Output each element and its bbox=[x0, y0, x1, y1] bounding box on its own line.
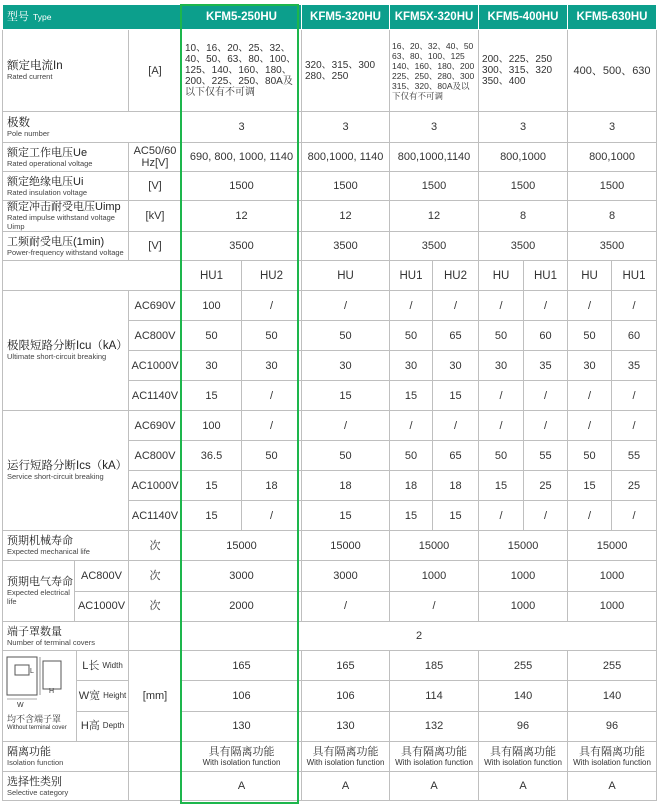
value-cell: / bbox=[302, 291, 390, 321]
value-cell: / bbox=[242, 291, 302, 321]
row-label: 端子罩数量 Number of terminal covers bbox=[3, 622, 129, 651]
value-cell: 25 bbox=[524, 471, 568, 501]
header-row bbox=[3, 5, 657, 30]
dim-label-w: W宽 Height bbox=[77, 681, 128, 711]
value-cell: 30 bbox=[302, 351, 390, 381]
value-cell: 50 bbox=[390, 441, 433, 471]
elec-voltage-group bbox=[74, 561, 128, 621]
value-cell: / bbox=[302, 591, 390, 622]
freq-row bbox=[3, 232, 657, 261]
value-cell: 185 bbox=[390, 651, 479, 681]
value-cell: 50 bbox=[302, 441, 390, 471]
voltage-cell: AC1140V bbox=[129, 501, 182, 531]
model-header: KFM5X-320HU bbox=[390, 5, 479, 30]
value-cell: / bbox=[242, 501, 302, 531]
value-cell: A bbox=[479, 772, 568, 801]
value-cell: 60 bbox=[612, 321, 657, 351]
value-cell: 1500 bbox=[182, 172, 302, 201]
unit-cell: [kV] bbox=[129, 201, 182, 232]
voltage-cell: AC1000V bbox=[129, 471, 182, 501]
value-cell: 800,1000, 1140 bbox=[302, 143, 390, 172]
row-label: 极限短路分断Icu（kA） Ultimate short-circuit breaking bbox=[3, 291, 129, 411]
spec-table bbox=[2, 4, 657, 801]
value-cell: 18 bbox=[242, 471, 302, 501]
value-cell: 具有隔离功能 With isolation function bbox=[302, 742, 390, 772]
value-cell: 18 bbox=[302, 471, 390, 501]
value-cell: 30 bbox=[433, 351, 479, 381]
rated-current-row bbox=[3, 30, 657, 112]
value-cell: / bbox=[302, 411, 390, 441]
value-cell: 15 bbox=[390, 381, 433, 411]
value-cell: 15 bbox=[182, 381, 242, 411]
row-label: 选择性类别 Selective category bbox=[3, 772, 129, 801]
voltage-cell: AC800V bbox=[129, 321, 182, 351]
value-cell: 15 bbox=[302, 501, 390, 531]
value-cell: 140 bbox=[479, 681, 568, 711]
value-cell: 106 bbox=[302, 681, 390, 711]
diagram-h-label: H bbox=[49, 688, 55, 695]
value-cell: 200、225、250 300、315、320 350、400 bbox=[479, 30, 568, 112]
voltage-cell: AC1000V bbox=[77, 600, 126, 613]
value-cell: 55 bbox=[524, 441, 568, 471]
value-cell: 3500 bbox=[390, 232, 479, 261]
value-cell: 3 bbox=[568, 112, 657, 143]
dims-note-en: Without terminal cover bbox=[7, 725, 67, 731]
value-cell: 60 bbox=[524, 321, 568, 351]
value-cell: / bbox=[524, 411, 568, 441]
covers-row bbox=[3, 622, 657, 651]
value-cell: / bbox=[568, 501, 612, 531]
value-cell: 1000 bbox=[479, 561, 568, 592]
value-cell: A bbox=[182, 772, 302, 801]
value-cell: 100 bbox=[182, 411, 242, 441]
value-cell: / bbox=[612, 411, 657, 441]
unit-cell bbox=[129, 772, 182, 801]
mech-life-row bbox=[3, 531, 657, 561]
value-cell: 800,1000,1140 bbox=[390, 143, 479, 172]
dims-axis-group bbox=[76, 651, 128, 741]
value-cell: 1000 bbox=[568, 591, 657, 622]
value-cell: 50 bbox=[479, 441, 524, 471]
selective-row bbox=[3, 772, 657, 801]
value-cell: 114 bbox=[390, 681, 479, 711]
value-cell: / bbox=[242, 381, 302, 411]
unit-cell bbox=[129, 742, 182, 772]
value-cell: / bbox=[524, 501, 568, 531]
value-cell: 50 bbox=[568, 321, 612, 351]
value-cell: 3500 bbox=[479, 232, 568, 261]
value-cell: 800,1000 bbox=[568, 143, 657, 172]
value-cell: 1500 bbox=[302, 172, 390, 201]
type-header: 型号 Type bbox=[3, 5, 182, 30]
value-cell: 30 bbox=[182, 351, 242, 381]
value-cell: 130 bbox=[182, 711, 302, 741]
value-cell: 15000 bbox=[479, 531, 568, 561]
value-cell: 65 bbox=[433, 441, 479, 471]
diagram-w-label: W bbox=[17, 702, 24, 709]
voltage-cell: AC800V bbox=[75, 561, 128, 592]
value-cell: 3500 bbox=[302, 232, 390, 261]
value-cell: 3 bbox=[182, 112, 302, 143]
value-cell: 10、16、20、25、32、40、50、63、80、100、125、140、160、180、200、225、250、80A及以下仅有不可调 bbox=[182, 30, 302, 112]
value-cell: 255 bbox=[568, 651, 657, 681]
value-cell: / bbox=[479, 381, 524, 411]
value-cell: 18 bbox=[433, 471, 479, 501]
value-cell: / bbox=[524, 381, 568, 411]
value-cell: A bbox=[302, 772, 390, 801]
value-cell: 15 bbox=[302, 381, 390, 411]
row-label: 极数 Pole number bbox=[3, 112, 182, 143]
value-cell: / bbox=[390, 291, 433, 321]
value-cell: 50 bbox=[568, 441, 612, 471]
model-header: KFM5-250HU bbox=[182, 5, 302, 30]
value-cell: 25 bbox=[612, 471, 657, 501]
value-cell: / bbox=[390, 591, 479, 622]
value-cell: 3500 bbox=[568, 232, 657, 261]
icu-row bbox=[3, 291, 657, 321]
voltage-cell: AC1140V bbox=[129, 381, 182, 411]
subheader-cell: HU bbox=[302, 261, 390, 291]
value-cell: 30 bbox=[242, 351, 302, 381]
value-cell: / bbox=[612, 291, 657, 321]
value-cell: 320、315、300 280、250 bbox=[302, 30, 390, 112]
subheader-cell: HU1 bbox=[612, 261, 657, 291]
value-cell: 1500 bbox=[390, 172, 479, 201]
value-cell: 12 bbox=[182, 201, 302, 232]
value-cell: / bbox=[242, 411, 302, 441]
value-cell: 50 bbox=[390, 321, 433, 351]
subheader-row bbox=[3, 261, 657, 291]
unit-cell: [mm] bbox=[129, 651, 182, 742]
unit-cell: [V] bbox=[129, 232, 182, 261]
value-cell: 65 bbox=[433, 321, 479, 351]
value-cell: 3000 bbox=[302, 561, 390, 592]
diagram-l-label: L bbox=[30, 668, 34, 675]
value-cell: 100 bbox=[182, 291, 242, 321]
row-label: 额定绝缘电压Ui Rated insulation voltage bbox=[3, 172, 129, 201]
value-cell: 15 bbox=[390, 501, 433, 531]
value-cell: 15000 bbox=[182, 531, 302, 561]
value-cell: 30 bbox=[390, 351, 433, 381]
dims-note-zh: 均不含端子罩 bbox=[7, 714, 62, 724]
value-cell: 具有隔离功能 With isolation function bbox=[390, 742, 479, 772]
value-cell: / bbox=[612, 381, 657, 411]
value-cell: 2000 bbox=[182, 591, 302, 622]
value-cell: 50 bbox=[182, 321, 242, 351]
ui-row bbox=[3, 172, 657, 201]
subheader-cell: HU2 bbox=[242, 261, 302, 291]
value-cell: 1500 bbox=[568, 172, 657, 201]
subheader-cell: HU1 bbox=[182, 261, 242, 291]
value-cell: 15 bbox=[182, 501, 242, 531]
model-header: KFM5-630HU bbox=[568, 5, 657, 30]
model-header: KFM5-400HU bbox=[479, 5, 568, 30]
voltage-cell: AC690V bbox=[129, 291, 182, 321]
value-cell: 96 bbox=[479, 711, 568, 741]
subheader-cell: HU2 bbox=[433, 261, 479, 291]
value-cell: 15000 bbox=[390, 531, 479, 561]
value-cell: 8 bbox=[479, 201, 568, 232]
subheader-cell: HU1 bbox=[524, 261, 568, 291]
subheader-cell: HU bbox=[479, 261, 524, 291]
value-cell: 165 bbox=[182, 651, 302, 681]
row-label: 额定冲击耐受电压Uimp Rated impulse withstand voltage Uimp bbox=[3, 201, 129, 232]
elec-life-row bbox=[3, 561, 657, 592]
unit-cell: [V] bbox=[129, 172, 182, 201]
unit-cell: AC50/60 Hz[V] bbox=[129, 143, 182, 172]
row-label: 工频耐受电压(1min) Power-frequency withstand voltage bbox=[3, 232, 129, 261]
unit-cell: [A] bbox=[129, 30, 182, 112]
value-cell: 15000 bbox=[302, 531, 390, 561]
value-cell: 8 bbox=[568, 201, 657, 232]
value-cell: 140 bbox=[568, 681, 657, 711]
poles-row bbox=[3, 112, 657, 143]
value-cell: 165 bbox=[302, 651, 390, 681]
value-cell: 12 bbox=[302, 201, 390, 232]
row-label: 预期机械寿命 Expected mechanical life bbox=[3, 531, 129, 561]
value-cell: 1000 bbox=[390, 561, 479, 592]
unit-cell bbox=[129, 622, 182, 651]
value-cell: 50 bbox=[479, 321, 524, 351]
value-cell: / bbox=[479, 411, 524, 441]
voltage-cell: AC1000V bbox=[129, 351, 182, 381]
value-cell: 1500 bbox=[479, 172, 568, 201]
value-cell: 255 bbox=[479, 651, 568, 681]
value-cell: 3 bbox=[302, 112, 390, 143]
value-cell: 690, 800, 1000, 1140 bbox=[182, 143, 302, 172]
row-label bbox=[3, 561, 129, 622]
ue-row bbox=[3, 143, 657, 172]
value-cell: 3 bbox=[390, 112, 479, 143]
value-cell: 130 bbox=[302, 711, 390, 741]
voltage-cell: AC690V bbox=[129, 411, 182, 441]
value-cell: 18 bbox=[390, 471, 433, 501]
value-cell: 15 bbox=[182, 471, 242, 501]
value-cell: 具有隔离功能 With isolation function bbox=[182, 742, 302, 772]
value-cell: 400、500、630 bbox=[568, 30, 657, 112]
value-cell: 具有隔离功能 With isolation function bbox=[479, 742, 568, 772]
value-cell: 具有隔离功能 With isolation function bbox=[568, 742, 657, 772]
value-cell: 30 bbox=[568, 351, 612, 381]
dims-diagram bbox=[3, 651, 76, 741]
value-cell: 50 bbox=[302, 321, 390, 351]
value-cell: / bbox=[524, 291, 568, 321]
dim-label-l: L长 Width bbox=[77, 651, 128, 681]
value-cell: 800,1000 bbox=[479, 143, 568, 172]
subheader-cell: HU bbox=[568, 261, 612, 291]
value-cell: / bbox=[612, 501, 657, 531]
value-cell: / bbox=[479, 501, 524, 531]
value-cell: A bbox=[568, 772, 657, 801]
isolation-row bbox=[3, 742, 657, 772]
row-label: 隔离功能 Isolation function bbox=[3, 742, 129, 772]
value-cell: 35 bbox=[612, 351, 657, 381]
value-cell: 50 bbox=[242, 441, 302, 471]
value-cell: 12 bbox=[390, 201, 479, 232]
value-cell: 15000 bbox=[568, 531, 657, 561]
dim-label-h: H高 Depth bbox=[80, 720, 125, 733]
value-cell: 3000 bbox=[182, 561, 302, 592]
value-cell: 16、20、32、40、50 63、80、100、125 140、160、180、200 225、250、280、300 315、320、80A及以 下仅有不可调 bbox=[390, 30, 479, 112]
value-cell: 55 bbox=[612, 441, 657, 471]
uimp-row bbox=[3, 201, 657, 232]
value-cell: / bbox=[433, 291, 479, 321]
elec-label: 预期电气寿命 Expected electrical life bbox=[7, 576, 73, 606]
value-cell: / bbox=[568, 291, 612, 321]
value-cell: 15 bbox=[433, 501, 479, 531]
value-cell: 15 bbox=[479, 471, 524, 501]
value-cell: 3 bbox=[479, 112, 568, 143]
value-cell: / bbox=[390, 411, 433, 441]
value-cell: 106 bbox=[182, 681, 302, 711]
value-cell: A bbox=[390, 772, 479, 801]
value-cell: / bbox=[568, 411, 612, 441]
unit-cell: 次 bbox=[129, 561, 182, 592]
row-label: 额定电流In Rated current bbox=[3, 30, 129, 112]
value-cell: 2 bbox=[182, 622, 657, 651]
value-cell: / bbox=[433, 411, 479, 441]
value-cell: 15 bbox=[433, 381, 479, 411]
value-cell: 96 bbox=[568, 711, 657, 741]
value-cell: 1000 bbox=[479, 591, 568, 622]
unit-cell: 次 bbox=[129, 591, 182, 622]
dims-label bbox=[3, 651, 129, 742]
value-cell: 30 bbox=[479, 351, 524, 381]
value-cell: 50 bbox=[242, 321, 302, 351]
value-cell: 3500 bbox=[182, 232, 302, 261]
model-header: KFM5-320HU bbox=[302, 5, 390, 30]
row-label: 额定工作电压Ue Rated operational voltage bbox=[3, 143, 129, 172]
dims-row bbox=[3, 651, 657, 681]
value-cell: / bbox=[568, 381, 612, 411]
subheader-cell: HU1 bbox=[390, 261, 433, 291]
value-cell: 36.5 bbox=[182, 441, 242, 471]
voltage-cell: AC800V bbox=[129, 441, 182, 471]
value-cell: / bbox=[479, 291, 524, 321]
row-label: 运行短路分断Ics（kA） Service short-circuit breaking bbox=[3, 411, 129, 531]
value-cell: 132 bbox=[390, 711, 479, 741]
value-cell: 15 bbox=[568, 471, 612, 501]
blank-cell bbox=[3, 261, 182, 291]
value-cell: 1000 bbox=[568, 561, 657, 592]
unit-cell: 次 bbox=[129, 531, 182, 561]
value-cell: 35 bbox=[524, 351, 568, 381]
ics-row bbox=[3, 411, 657, 441]
